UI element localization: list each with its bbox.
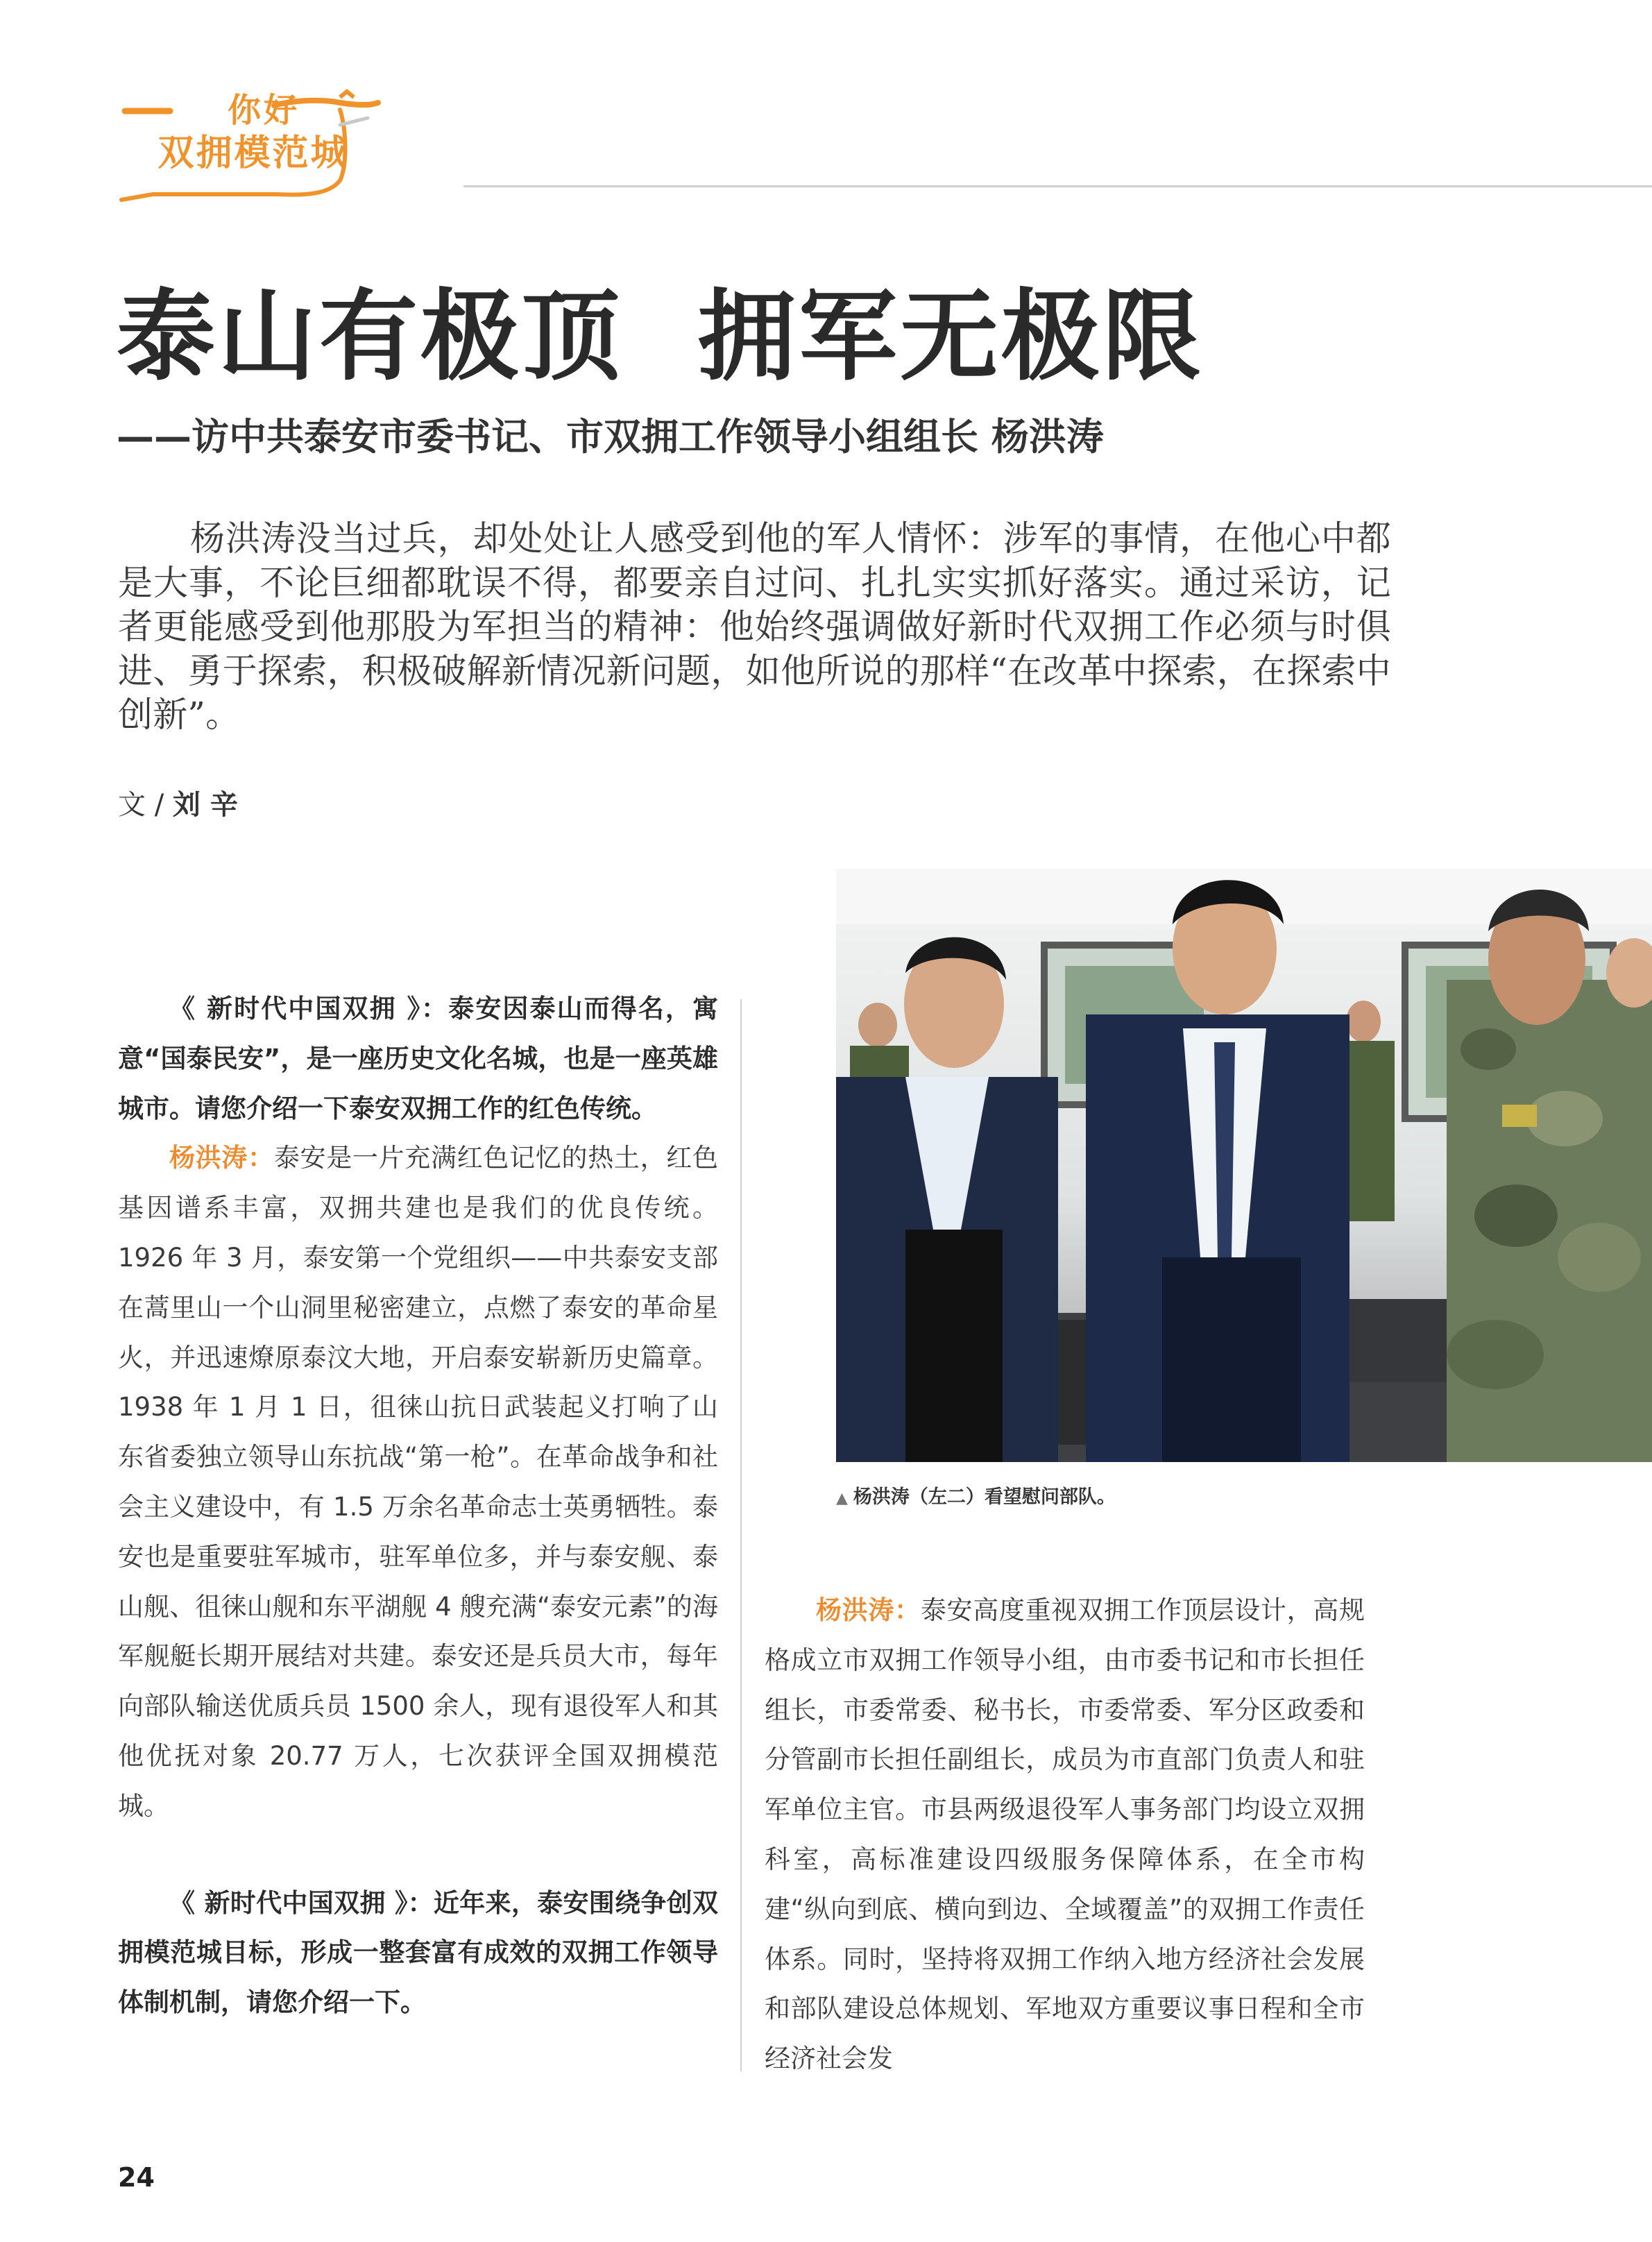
caption-triangle-icon: ▲ <box>836 1490 848 1507</box>
column-divider <box>740 999 742 2071</box>
answer-2-text: 泰安高度重视双拥工作顶层设计，高规格成立市双拥工作领导小组，由市委书记和市长担任组长，市委常委、秘书长，市委常委、军分区政委和分管副市长担任副组长，成员为市直部门负责人和驻军单位主官。市县两级退役军人事务部门均设立双拥科室，高标准建设四级服务保障体系，在全市构建“纵向到底、横向到边、全域覆盖”的双拥工作责任体系。同时，坚持将双拥工作纳入地方经济社会发展和部队建设总体规划、军地双方重要议事日程和全市经济社会发 <box>765 1595 1365 2074</box>
photo-illustration <box>836 869 1652 1462</box>
badge-line1: 你好 <box>227 91 300 130</box>
header-rule <box>463 185 1652 187</box>
byline <box>118 784 238 826</box>
article-subtitle: ——访中共泰安市委书记、市双拥工作领导小组组长 杨洪涛 <box>117 415 1104 459</box>
right-column <box>765 1586 1365 2084</box>
badge-line2: 双拥模范城 <box>157 133 349 174</box>
photo-caption <box>836 1484 1116 1513</box>
article-title: 泰山有极顶 拥军无极限 <box>117 279 1204 394</box>
answer-2-speaker: 杨洪涛： <box>816 1595 921 1625</box>
question-2: 《 新时代中国双拥 》：近年来，泰安围绕争创双拥模范城目标，形成一整套富有成效的双拥工作领导体制机制，请您介绍一下。 <box>118 1887 718 2018</box>
answer-1-text: 泰安是一片充满红色记忆的热土，红色基因谱系丰富，双拥共建也是我们的优良传统。1926 年 3 月，泰安第一个党组织——中共泰安支部在蒿里山一个山洞里秘密建立，点燃了泰安的革命星火，并迅速燎原泰汶大地，开启泰安崭新历史篇章。1938 年 1 月 1 日，徂徕山抗日武装起义打响了山东省委独立领导山东抗战“第一枪”。在革命战争和社会主义建设中，有 1.5 万余名革命志士英勇牺牲。泰安也是重要驻军城市，驻军单位多，并与泰安舰、泰山舰、徂徕山舰和东平湖舰 4 艘充满“泰安元素”的海军舰艇长期开展结对共建。泰安还是兵员大市，每年向部队输送优质兵员 1500 余人，现有退役军人和其他优抚对象 20.77 万人，七次获评全国双拥模范城。 <box>118 1143 719 1821</box>
left-column <box>118 984 718 2028</box>
article-photo <box>836 869 1652 1462</box>
photo-caption-text: 杨洪涛（左二）看望慰问部队。 <box>853 1486 1116 1508</box>
byline-prefix: 文 / <box>118 789 173 821</box>
byline-author: 刘 辛 <box>172 789 238 821</box>
lead-paragraph: 杨洪涛没当过兵，却处处让人感受到他的军人情怀：涉军的事情，在他心中都是大事，不论巨细都耽误不得，都要亲自过问、扎扎实实抓好落实。通过采访，记者更能感受到他那股为军担当的精神：他始终强调做好新时代双拥工作必须与时俱进、勇于探索，积极破解新情况新问题，如他所说的那样“在改革中探索，在探索中创新”。 <box>118 518 1391 735</box>
answer-1 <box>118 1133 718 1831</box>
question-1: 《 新时代中国双拥 》：泰安因泰山而得名，寓意“国泰民安”，是一座历史文化名城，也是一座英雄城市。请您介绍一下泰安双拥工作的红色传统。 <box>118 994 718 1123</box>
answer-1-speaker: 杨洪涛： <box>169 1143 274 1173</box>
page-number: 24 <box>118 2162 155 2193</box>
column-badge <box>111 76 402 215</box>
answer-2 <box>765 1586 1365 2084</box>
